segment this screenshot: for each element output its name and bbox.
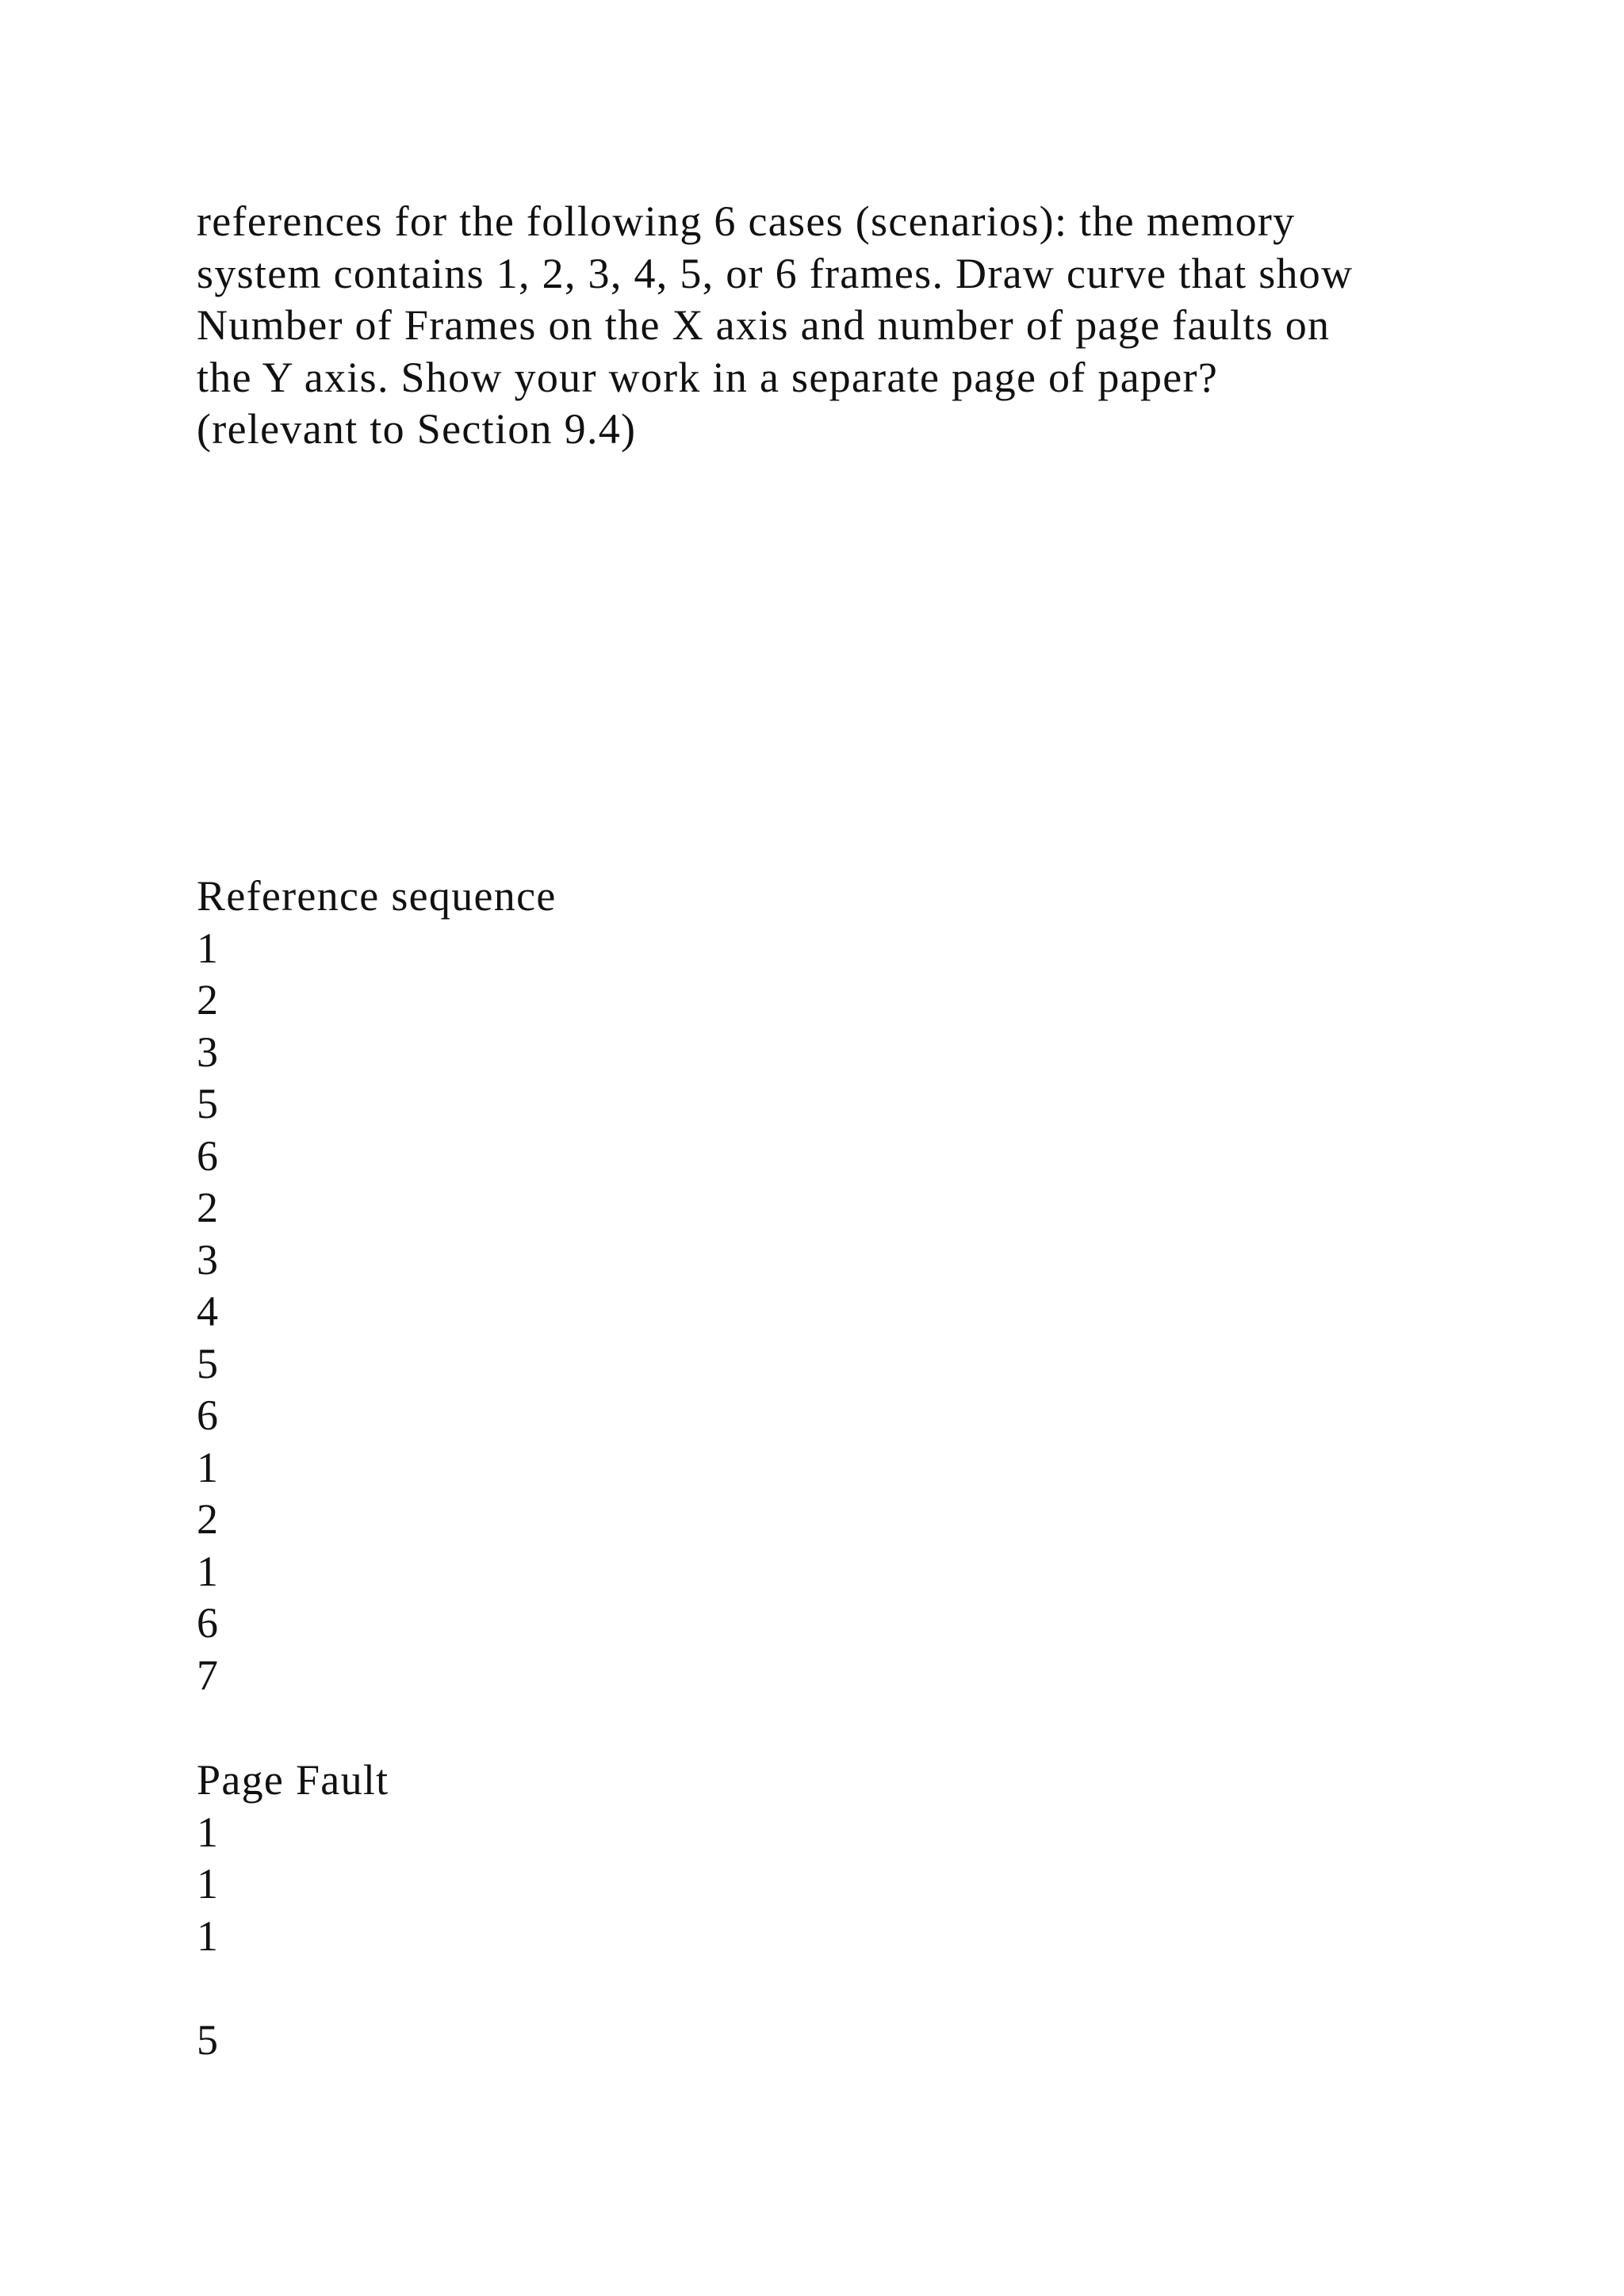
reference-value: 3 [197, 1027, 220, 1076]
reference-value: 5 [197, 1339, 220, 1387]
reference-value: 1 [197, 924, 220, 972]
page-fault-value: 1 [197, 1860, 220, 1908]
question-text [197, 196, 1545, 456]
reference-value: 2 [197, 1184, 220, 1231]
page-fault-value [197, 1962, 389, 2015]
reference-sequence-list [197, 923, 557, 1702]
reference-value: 6 [197, 1131, 220, 1180]
reference-value: 1 [197, 1547, 220, 1595]
page-fault-value: 5 [197, 2015, 220, 2064]
page-fault-value: 1 [197, 1911, 220, 1960]
reference-value: 5 [197, 1080, 220, 1127]
reference-value: 3 [197, 1235, 220, 1284]
page-fault-section [197, 1755, 389, 2066]
question-line: references for the following 6 cases (scenarios): the memory [197, 197, 1296, 245]
question-line: (relevant to Section 9.4) [197, 405, 637, 453]
question-line: system contains 1, 2, 3, 4, 5, or 6 frames. Draw curve that show [197, 249, 1354, 297]
reference-value: 6 [197, 1391, 220, 1439]
reference-value: 4 [197, 1288, 220, 1335]
reference-sequence-section [197, 871, 557, 1701]
page-fault-value: 1 [197, 1808, 220, 1856]
reference-sequence-title: Reference sequence [197, 872, 557, 920]
reference-value: 2 [197, 976, 220, 1024]
reference-value: 6 [197, 1599, 220, 1647]
page-fault-title: Page Fault [197, 1756, 389, 1804]
page-fault-list [197, 1807, 389, 2067]
question-line: Number of Frames on the X axis and number of page faults on [197, 301, 1331, 349]
reference-value: 1 [197, 1443, 220, 1491]
question-line: the Y axis. Show your work in a separate page of paper? [197, 353, 1219, 401]
reference-value: 2 [197, 1495, 220, 1543]
reference-value: 7 [197, 1651, 220, 1699]
